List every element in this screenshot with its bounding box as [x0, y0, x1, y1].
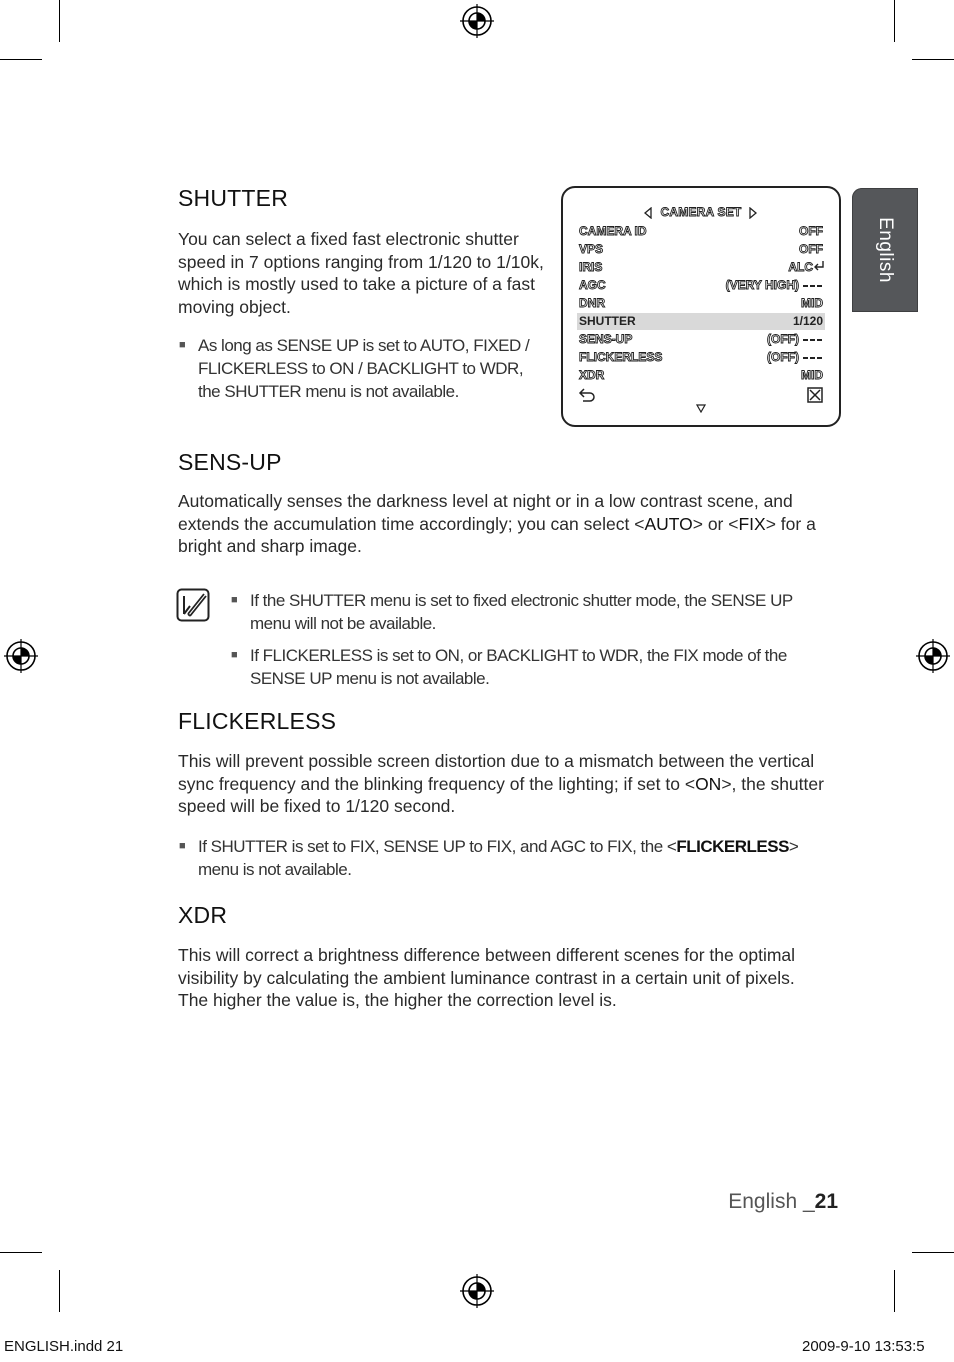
osd-row-label: DNR [579, 296, 605, 310]
osd-row-iris [577, 259, 825, 276]
osd-row-value: ALC [788, 260, 813, 274]
osd-row-value: (OFF) [767, 332, 799, 346]
osd-row-label: SENS-UP [579, 332, 633, 346]
osd-menu-title: CAMERA SET [660, 205, 742, 219]
flickerless-description: This will prevent possible screen distortion due to a mismatch between the vertical sync frequency and the blinking frequency of the lighting; if set to <ON>, the shutter speed will be fixed to 1/120 second. [178, 751, 824, 816]
flickerless-note: ■ If SHUTTER is set to FIX, SENSE UP to FIX, and AGC to FIX, the <FLICKERLESS> menu is not available. [179, 837, 799, 879]
shutter-note [179, 334, 538, 403]
osd-row-label: XDR [579, 368, 605, 382]
crop-mark [59, 0, 60, 42]
close-box-icon [807, 387, 823, 403]
submenu-dash-icon [803, 337, 823, 343]
language-side-tab-label: English [874, 217, 896, 283]
sens-up-note-1-text: If the SHUTTER menu is set to fixed electronic shutter mode, the SENSE UP menu will not be available. [250, 591, 793, 633]
osd-row-value: (VERY HIGH) [725, 278, 799, 292]
osd-row-camera-id [577, 223, 825, 240]
submenu-dash-icon [803, 283, 823, 289]
shutter-description: You can select a fixed fast electronic shutter speed in 7 options ranging from 1/120 to 1/10k, which is mostly used to take a picture of a fast moving object. [178, 229, 544, 317]
registration-mark-icon [4, 639, 38, 673]
flickerless-keyword: FLICKERLESS [676, 837, 789, 856]
fix-keyword: FIX [738, 513, 766, 534]
osd-row-value: MID [801, 296, 823, 310]
registration-mark-icon [460, 4, 494, 38]
osd-row-flickerless [577, 349, 825, 366]
osd-row-sens-up [577, 331, 825, 348]
crop-mark [0, 59, 42, 60]
crop-mark [912, 59, 954, 60]
osd-row-value: OFF [799, 242, 823, 256]
enter-icon [813, 260, 825, 273]
osd-row-label: SHUTTER [579, 314, 636, 328]
auto-keyword: AUTO [644, 513, 693, 534]
sens-up-note-1 [231, 589, 835, 635]
osd-row-value: OFF [799, 224, 823, 238]
osd-row-label: AGC [579, 278, 606, 292]
osd-row-shutter [577, 313, 825, 330]
language-side-tab-label-wrap [852, 188, 918, 312]
crop-mark [894, 0, 895, 42]
osd-row-label: CAMERA ID [579, 224, 647, 238]
on-keyword: ON [695, 773, 722, 794]
section-heading-xdr: XDR [178, 902, 228, 928]
section-heading-shutter: SHUTTER [178, 185, 289, 211]
right-arrow-icon [748, 207, 758, 219]
sens-up-note-2 [231, 644, 835, 690]
section-heading-sens-up: SENS-UP [178, 449, 282, 475]
crop-mark [894, 1270, 895, 1312]
osd-row-agc [577, 277, 825, 294]
return-icon [578, 387, 596, 403]
osd-row-label: VPS [579, 242, 604, 256]
osd-row-label: IRIS [579, 260, 603, 274]
crop-mark [0, 1252, 42, 1253]
registration-mark-icon [460, 1274, 494, 1308]
page-number: English _21 [728, 1190, 838, 1213]
crop-mark [59, 1270, 60, 1312]
print-slug-left: ENGLISH.indd 21 [4, 1338, 124, 1355]
print-slug-right: 2009-9-10 13:53:5 [802, 1338, 925, 1355]
section-heading-flickerless: FLICKERLESS [178, 708, 337, 734]
bullet-icon: ■ [231, 594, 238, 606]
note-pencil-icon [176, 588, 210, 622]
crop-mark [912, 1252, 954, 1253]
sens-up-note-2-text: If FLICKERLESS is set to ON, or BACKLIGHT to WDR, the FIX mode of the SENSE UP menu is not available. [250, 646, 787, 688]
bullet-icon: ■ [179, 840, 186, 852]
shutter-note-text: As long as SENSE UP is set to AUTO, FIXED / FLICKERLESS to ON / BACKLIGHT to WDR, the SHUTTER menu is not available. [198, 336, 530, 401]
osd-row-xdr [577, 367, 825, 384]
osd-row-label: FLICKERLESS [579, 350, 663, 364]
camera-set-osd-menu [561, 186, 841, 427]
osd-row-value: (OFF) [767, 350, 799, 364]
down-arrow-icon [696, 403, 706, 413]
registration-mark-icon [916, 639, 950, 673]
xdr-description: This will correct a brightness difference between different scenes for the optimal visibility by calculating the ambient luminance contrast in a certain unit of pixels. The higher the value is, the higher the correction level is. [178, 945, 796, 1010]
osd-row-dnr [577, 295, 825, 312]
osd-row-value: MID [801, 368, 823, 382]
sens-up-description: Automatically senses the darkness level at night or in a low contrast scene, and extends the accumulation time accordingly; you can select <AUTO> or <FIX> for a bright and sharp image. [178, 491, 816, 556]
submenu-dash-icon [803, 355, 823, 361]
bullet-icon: ■ [179, 339, 186, 351]
osd-row-vps [577, 241, 825, 258]
bullet-icon: ■ [231, 649, 238, 661]
osd-row-value: 1/120 [792, 314, 823, 328]
